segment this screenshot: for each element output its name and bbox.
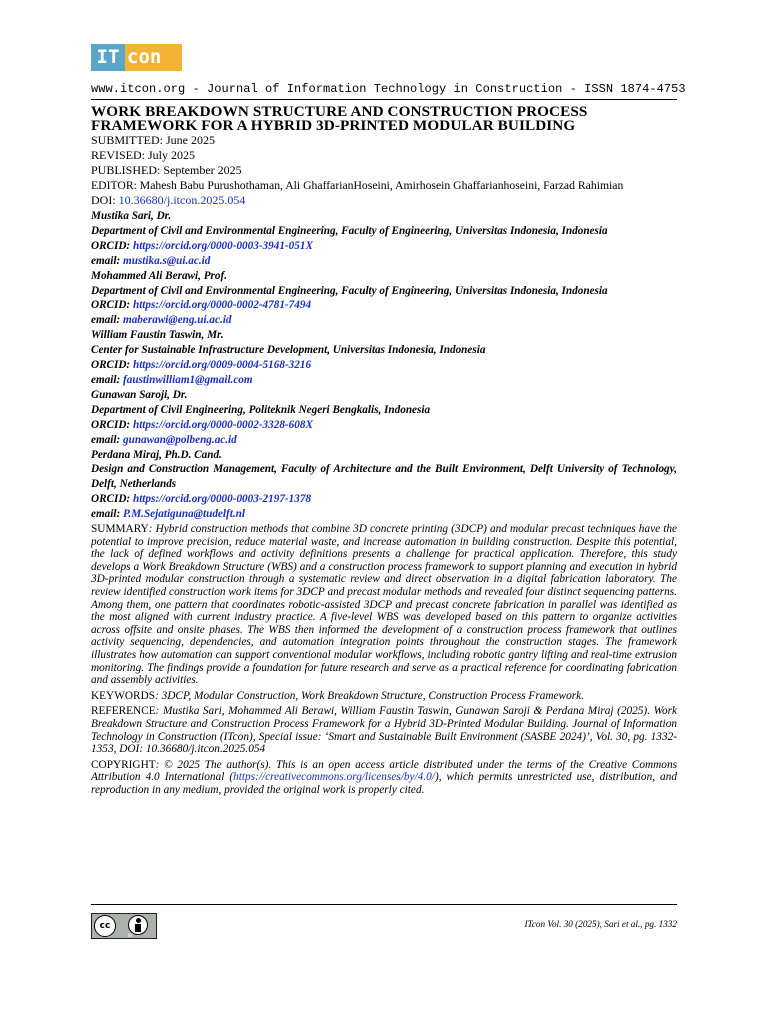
- submitted-date: SUBMITTED: June 2025: [91, 133, 215, 147]
- attribution-person-icon: [128, 915, 148, 935]
- author-affiliation: Center for Sustainable Infrastructure Development, Universitas Indonesia, Indonesia: [91, 344, 486, 357]
- author-block: [91, 328, 677, 388]
- orcid-label: ORCID:: [91, 299, 133, 312]
- copyright-text-b: ), which permits unrestricted use, distribution, and reproduction in any medium, provided the original work is properly cited.: [91, 771, 677, 796]
- author-name: Gunawan Saroji, Dr.: [91, 388, 188, 401]
- cc-by-license-badge[interactable]: [91, 913, 157, 939]
- footer-citation: ITcon Vol. 30 (2025), Sari et al., pg. 1332: [524, 919, 677, 929]
- summary-label: SUMMARY: [91, 523, 149, 536]
- logo-it-text: IT: [91, 44, 125, 71]
- journal-header-line: www.itcon.org - Journal of Information Technology in Construction - ISSN 1874-4753: [91, 82, 677, 100]
- doi-label: DOI:: [91, 193, 119, 207]
- email-label: email:: [91, 373, 124, 386]
- author-name: Mustika Sari, Dr.: [91, 210, 172, 222]
- copyright-text-a: : © 2025 The author(s). This is an open access article distributed under the terms of the Creative Commons Attribution 4.0 International (: [91, 758, 677, 784]
- author-block: [91, 269, 677, 329]
- by-label: BY: [128, 933, 133, 938]
- author-block: [91, 448, 677, 523]
- author-email: [91, 313, 677, 328]
- publication-meta: [91, 133, 677, 208]
- author-affiliation: Department of Civil and Environmental Engineering, Faculty of Engineering, Universitas Indonesia, Indonesia: [91, 284, 608, 297]
- paper-title: [91, 105, 677, 133]
- orcid-label: ORCID:: [91, 493, 133, 506]
- license-link[interactable]: https://creativecommons.org/licenses/by/4.0/: [233, 771, 435, 784]
- editor-line: EDITOR: Mahesh Babu Purushothaman, Ali GhaffarianHoseini, Amirhosein Ghaffarianhoseini, Farzad Rahimian: [91, 179, 624, 192]
- author-orcid: [91, 418, 677, 433]
- title-line-1: WORK BREAKDOWN STRUCTURE AND CONSTRUCTION PROCESS: [91, 103, 588, 120]
- email-link[interactable]: mustika.s@ui.ac.id: [123, 254, 211, 267]
- author-block: [91, 209, 677, 269]
- orcid-label: ORCID:: [91, 418, 133, 431]
- orcid-link[interactable]: https://orcid.org/0009-0004-5168-3216: [132, 359, 312, 372]
- email-label: email:: [91, 508, 124, 521]
- email-label: email:: [91, 254, 124, 267]
- email-link[interactable]: maberawi@eng.ui.ac.id: [123, 314, 232, 327]
- author-affiliation: Design and Construction Management, Faculty of Architecture and the Built Environment, Delft University of Technology, Delft, Netherlands: [91, 463, 677, 491]
- paper-page: [91, 44, 686, 797]
- author-affiliation: Department of Civil and Environmental Engineering, Faculty of Engineering, Universitas Indonesia, Indonesia: [91, 224, 608, 237]
- summary-text: : Hybrid construction methods that combine 3D concrete printing (3DCP) and modular precast techniques have the potential to improve precision, reduce material waste, and increase automation in building construction. Despite this potential, the lack of defined workflows and activity definitions presents a challenge for practical application. Therefore, this study develops a Work Breakdown Structure (WBS) and a construction process framework to support planning and execution in hybrid 3D-printed modular construction through a systematic review and direct observation in a digital fabrication laboratory. The review identified construction work items for 3DCP and precast modular methods and revealed four distinct sequencing patterns. Among them, one pattern that coordinates robotic-assisted 3DCP and precast concrete fabrication in parallel was identified as the most aligned with current industry practice. A five-level WBS was developed based on this pattern to organize activities across offsite and onsite phases. The WBS then informed the development of a construction process framework that outlines activity sequencing, dependencies, and automation integration points throughout the construction stages. The framework illustrates how automation can support conventional modular workflows, including robotic gantry lifting and real-time extrusion monitoring. The findings provide a foundation for future research and serve as a practical reference for coordinating fabrication and assembly activities.: [91, 523, 677, 687]
- title-line-2: FRAMEWORK FOR A HYBRID 3D-PRINTED MODULAR BUILDING: [91, 117, 576, 134]
- keywords-label: KEYWORDS: [91, 689, 156, 702]
- keywords-paragraph: [91, 690, 677, 703]
- copyright-paragraph: [91, 759, 677, 797]
- published-date: PUBLISHED: September 2025: [91, 163, 242, 177]
- revised-date: REVISED: July 2025: [91, 148, 196, 162]
- author-name: Mohammed Ali Berawi, Prof.: [91, 269, 228, 282]
- orcid-link[interactable]: https://orcid.org/0000-0003-2197-1378: [132, 493, 312, 506]
- author-orcid: [91, 492, 677, 507]
- author-email: [91, 373, 677, 388]
- orcid-link[interactable]: https://orcid.org/0000-0002-4781-7494: [132, 299, 312, 312]
- logo-con-text: con: [127, 46, 162, 68]
- author-email: [91, 433, 677, 448]
- email-link[interactable]: faustinwilliam1@gmail.com: [123, 373, 253, 386]
- orcid-label: ORCID:: [91, 359, 133, 372]
- doi-line: [91, 193, 677, 208]
- email-label: email:: [91, 433, 124, 446]
- email-link[interactable]: P.M.Sejatiguna@tudelft.nl: [123, 508, 245, 521]
- author-email: [91, 254, 677, 269]
- page-footer: [91, 904, 677, 938]
- author-orcid: [91, 298, 677, 313]
- author-block: [91, 388, 677, 448]
- itcon-logo[interactable]: [91, 44, 182, 71]
- author-email: [91, 507, 677, 522]
- reference-paragraph: [91, 705, 677, 755]
- email-label: email:: [91, 314, 124, 327]
- author-list: [91, 209, 677, 522]
- orcid-label: ORCID:: [91, 239, 133, 252]
- cc-icon: cc: [94, 915, 116, 937]
- orcid-link[interactable]: https://orcid.org/0000-0002-3328-608X: [132, 418, 313, 431]
- reference-label: REFERENCE: [91, 705, 156, 718]
- keywords-text: : 3DCP, Modular Construction, Work Breakdown Structure, Construction Process Framework.: [155, 689, 584, 702]
- author-name: Perdana Miraj, Ph.D. Cand.: [91, 448, 222, 461]
- summary-paragraph: [91, 523, 677, 687]
- doi-link[interactable]: 10.36680/j.itcon.2025.054: [118, 193, 246, 207]
- author-orcid: [91, 239, 677, 254]
- author-orcid: [91, 358, 677, 373]
- reference-text: : Mustika Sari, Mohammed Ali Berawi, William Faustin Taswin, Gunawan Saroji & Perdana Miraj (2025). Work Breakdown Structure and Construction Process Framework for a Hybrid 3D-Printed Modular Building. Journal of Information Technology in Construction (ITcon), Special issue: ‘Smart and Sustainable Built Environment (SASBE 2024)’, Vol. 30, pg. 1332-1353, DOI: 10.36680/j.itcon.2025.054: [91, 705, 677, 756]
- author-name: William Faustin Taswin, Mr.: [91, 329, 224, 342]
- copyright-label: COPYRIGHT: [91, 758, 156, 771]
- email-link[interactable]: gunawan@polbeng.ac.id: [123, 433, 237, 446]
- author-affiliation: Department of Civil Engineering, Politeknik Negeri Bengkalis, Indonesia: [91, 403, 431, 416]
- orcid-link[interactable]: https://orcid.org/0000-0003-3941-051X: [132, 239, 313, 252]
